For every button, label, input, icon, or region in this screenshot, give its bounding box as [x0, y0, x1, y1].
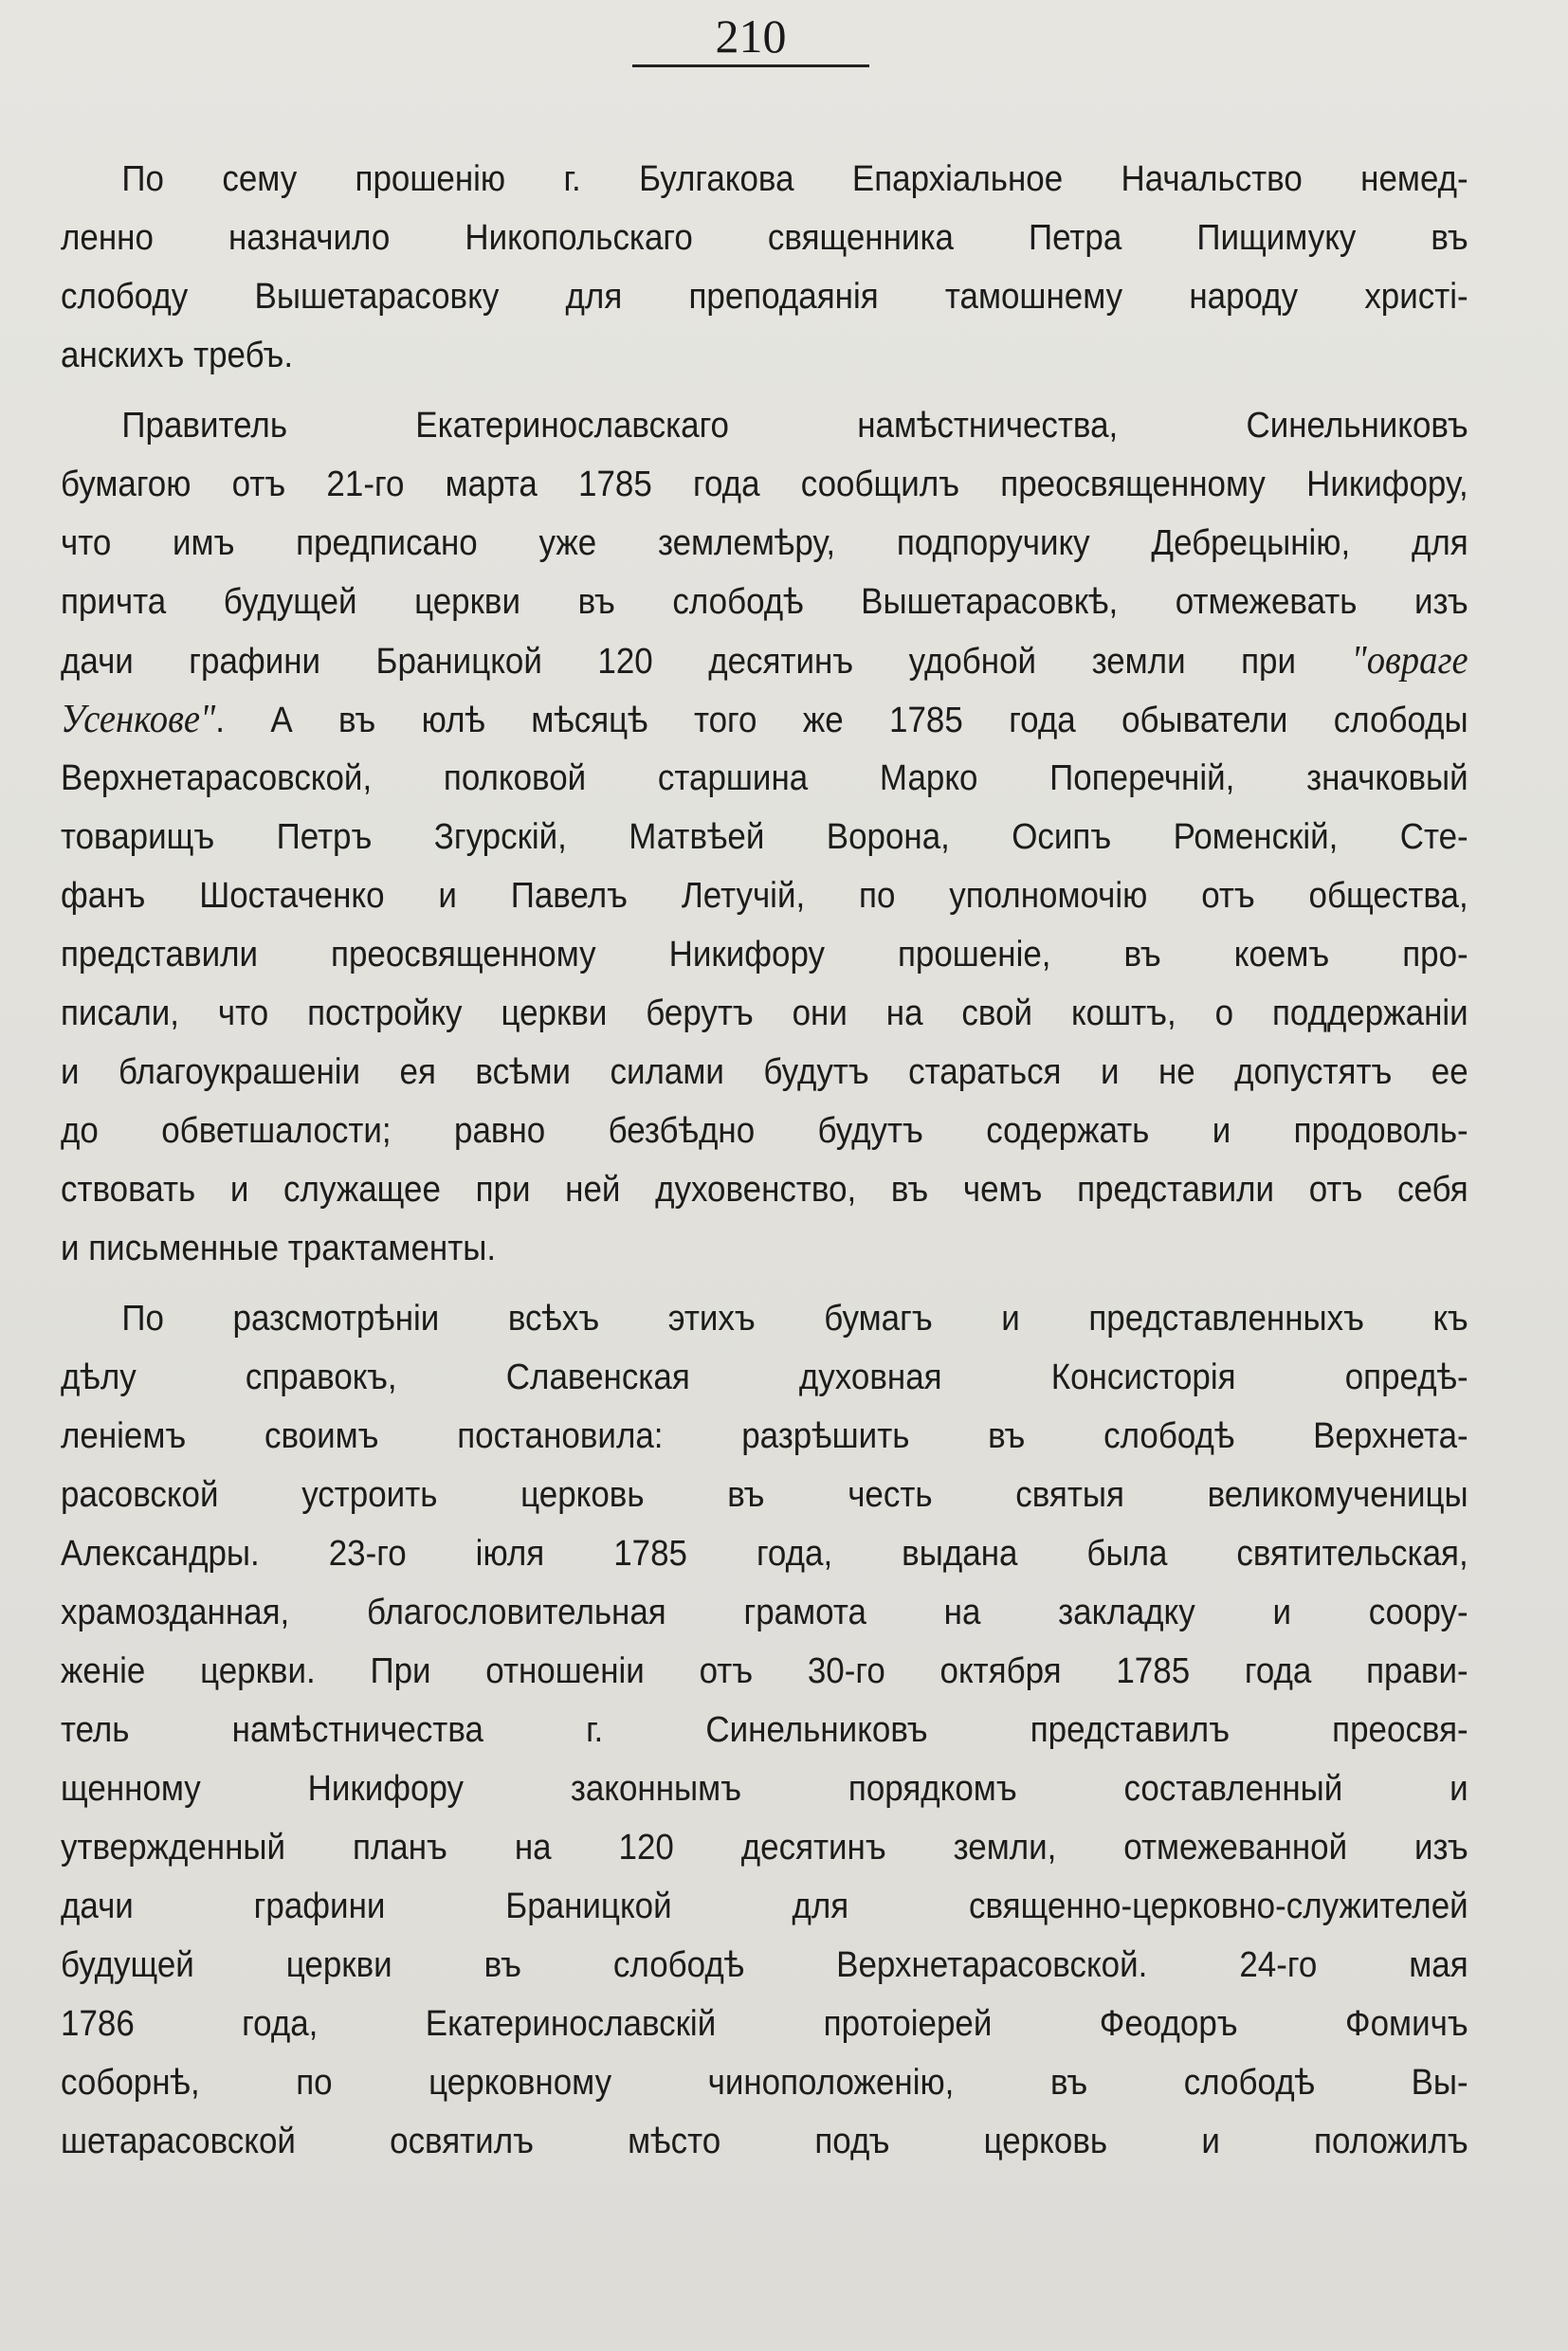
- paragraph-1: [61, 150, 1469, 385]
- text-line: что имъ предписано уже землемѣру, подпоручику Дебрецынію, для: [61, 523, 1468, 563]
- text-line: писали, что постройку церкви берутъ они на свой коштъ, о поддержаніи: [61, 993, 1468, 1033]
- text-line: тель намѣстничества г. Синельниковъ представилъ преосвя-: [61, 1710, 1468, 1750]
- text-line: шетарасовской освятилъ мѣсто подъ церковь и положилъ: [61, 2122, 1468, 2161]
- text-line-with-italic: [61, 631, 1468, 690]
- text-line: щенному Никифору законнымъ порядкомъ составленный и: [61, 1769, 1468, 1809]
- text-line: Верхнетарасовской, полковой старшина Марко Поперечній, значковый: [61, 758, 1468, 798]
- text-line: анскихъ требъ.: [61, 336, 294, 375]
- text-line: утвержденный планъ на 120 десятинъ земли, отмежеванной изъ: [61, 1828, 1468, 1868]
- text-line: ствовать и служащее при ней духовенство, въ чемъ представили отъ себя: [61, 1170, 1468, 1210]
- text-line: соборнѣ, по церковному чиноположенію, въ слободѣ Вы-: [61, 2063, 1468, 2103]
- text-run: дачи графини Браницкой 120 десятинъ удобной земли при: [61, 642, 1352, 682]
- text-line: храмозданная, благословительная грамота на закладку и соору-: [61, 1593, 1468, 1632]
- text-line-with-italic: [61, 690, 1468, 749]
- paragraph-2: [61, 396, 1469, 1278]
- paragraph-3: [61, 1289, 1469, 2171]
- page-number: 210: [715, 9, 787, 63]
- text-line: до обветшалости; равно безбѣдно будутъ содержать и продоволь-: [61, 1111, 1468, 1151]
- header-rule: [632, 64, 869, 67]
- text-line: леніемъ своимъ постановила: разрѣшить въ слободѣ Верхнета-: [61, 1416, 1468, 1456]
- text-line: женіе церкви. При отношеніи отъ 30-го октября 1785 года прави-: [61, 1651, 1468, 1691]
- italic-place-name: "овраге: [1351, 639, 1468, 683]
- text-line: По разсмотрѣніи всѣхъ этихъ бумагъ и представленныхъ къ: [121, 1299, 1468, 1339]
- text-line: фанъ Шостаченко и Павелъ Летучій, по уполномочію отъ общества,: [61, 876, 1468, 916]
- text-line: будущей церкви въ слободѣ Верхнетарасовской. 24-го мая: [61, 1945, 1468, 1985]
- text-line: ленно назначило Никопольскаго священника Петра Пищимуку въ: [61, 218, 1468, 258]
- text-line: представили преосвященному Никифору прошеніе, въ коемъ про-: [61, 935, 1468, 975]
- text-line: причта будущей церкви въ слободѣ Вышетарасовкѣ, отмежевать изъ: [61, 582, 1468, 622]
- italic-place-name: Усенкове": [61, 698, 216, 741]
- text-line: товарищъ Петръ Згурскій, Матвѣей Ворона, Осипъ Роменскій, Сте-: [61, 817, 1468, 857]
- text-line: бумагою отъ 21-го марта 1785 года сообщилъ преосвященному Никифору,: [61, 465, 1468, 504]
- text-line: и благоукрашеніи ея всѣми силами будутъ стараться и не допустятъ ее: [61, 1052, 1468, 1092]
- text-line: расовской устроить церковь въ честь святыя великомученицы: [61, 1475, 1468, 1515]
- text-block: [61, 150, 1469, 2171]
- text-run: . А въ юлѣ мѣсяцѣ того же 1785 года обыватели слободы: [215, 701, 1468, 740]
- text-line: и письменные трактаменты.: [61, 1229, 497, 1268]
- text-line: слободу Вышетарасовку для преподаянія тамошнему народу христі-: [61, 277, 1468, 317]
- text-line: 1786 года, Екатеринославскій протоіерей Феодоръ Фомичъ: [61, 2004, 1468, 2044]
- text-line: дѣлу справокъ, Славенская духовная Консисторія опредѣ-: [61, 1358, 1468, 1397]
- text-line: Правитель Екатеринославскаго намѣстничества, Синельниковъ: [121, 406, 1468, 446]
- text-line: дачи графини Браницкой для священно-церковно-служителей: [61, 1886, 1468, 1926]
- text-line: Александры. 23-го іюля 1785 года, выдана была святительская,: [61, 1534, 1468, 1574]
- text-line: По сему прошенію г. Булгакова Епархіальное Начальство немед-: [121, 159, 1468, 199]
